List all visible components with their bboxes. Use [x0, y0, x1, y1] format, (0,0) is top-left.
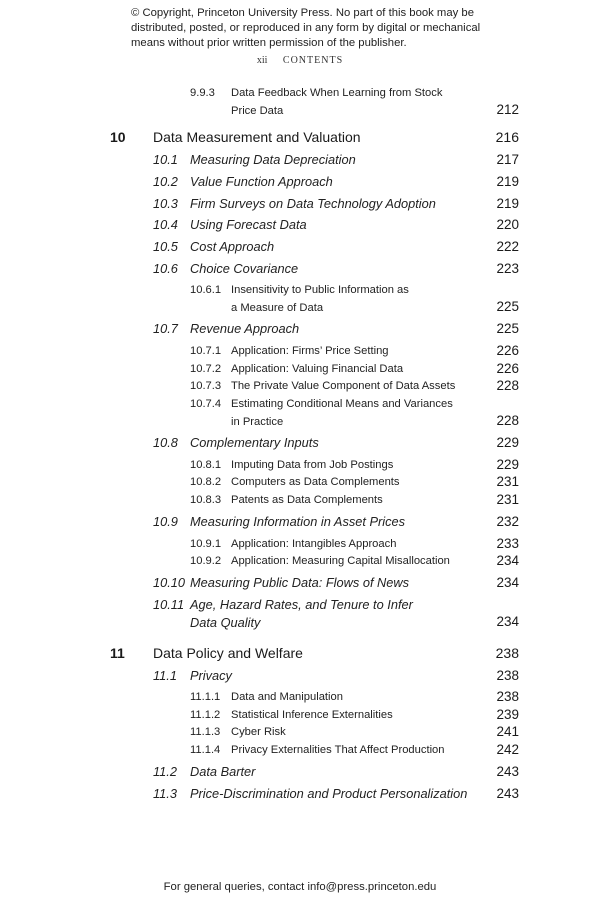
section-page: 219: [496, 174, 519, 189]
section-number: 11.1: [153, 668, 177, 683]
section-title: Age, Hazard Rates, and Tenure to Infer: [190, 597, 413, 612]
section-page: 219: [496, 196, 519, 211]
entry-number: 10.7.4: [190, 398, 222, 410]
section-page: 222: [496, 239, 519, 254]
section-page: 238: [496, 668, 519, 683]
entry-title: Patents as Data Complements: [231, 494, 383, 506]
section-page: 220: [496, 217, 519, 232]
section-page: 243: [496, 786, 519, 801]
section-number: 10.6: [153, 261, 178, 276]
entry-title-continued: Price Data: [231, 105, 284, 117]
section-title: Price-Discrimination and Product Personalization: [190, 786, 468, 801]
entry-number: 10.7.3: [190, 380, 222, 392]
section-title: Choice Covariance: [190, 261, 299, 276]
entry-page: 238: [496, 689, 519, 704]
section-number: 10.2: [153, 174, 178, 189]
entry-title: Imputing Data from Job Postings: [231, 459, 394, 471]
section-title: Data Barter: [190, 764, 256, 779]
section-number: 10.7: [153, 321, 178, 336]
section-title: Measuring Information in Asset Prices: [190, 514, 406, 529]
entry-number: 10.9.1: [190, 538, 222, 550]
entry-title-continued: a Measure of Data: [231, 302, 324, 314]
section-number: 10.5: [153, 239, 178, 254]
section-title: Privacy: [190, 668, 232, 683]
entry-number: 10.7.1: [190, 345, 222, 357]
entry-title: Estimating Conditional Means and Variances: [231, 398, 453, 410]
section-page: 225: [496, 321, 519, 336]
chapter-title: Data Policy and Welfare: [153, 645, 303, 661]
section-number: 11.3: [153, 786, 177, 801]
section-title-continued: Data Quality: [190, 615, 261, 630]
entry-page: 241: [496, 724, 519, 739]
entry-number: 10.6.1: [190, 284, 222, 296]
section-number: 10.3: [153, 196, 178, 211]
entry-number: 10.8.3: [190, 494, 222, 506]
section-title: Using Forecast Data: [190, 217, 307, 232]
entry-page: 228: [496, 413, 519, 428]
chapter-number: 11: [110, 645, 125, 661]
entry-number: 11.1.4: [190, 744, 221, 756]
chapter-title: Data Measurement and Valuation: [153, 129, 361, 145]
section-page: 217: [496, 152, 519, 167]
entry-number: 10.8.2: [190, 476, 222, 488]
entry-title: The Private Value Component of Data Assets: [231, 380, 456, 392]
entry-number: 11.1.2: [190, 709, 221, 721]
section-number: 10.9: [153, 514, 178, 529]
section-number: 10.4: [153, 217, 178, 232]
section-number: 10.10: [153, 575, 186, 590]
entry-page: 225: [496, 299, 519, 314]
section-title: Cost Approach: [190, 239, 275, 254]
entry-page: 231: [496, 474, 519, 489]
section-title: Firm Surveys on Data Technology Adoption: [190, 196, 436, 211]
copyright-notice: [131, 6, 491, 51]
entry-title: Data Feedback When Learning from Stock: [231, 87, 443, 99]
footer-contact: For general queries, contact info@press.princeton.edu: [163, 881, 437, 893]
entry-title: Application: Measuring Capital Misallocation: [231, 555, 450, 567]
entry-page: 229: [496, 457, 519, 472]
section-page: 232: [496, 514, 519, 529]
entry-page: 231: [496, 492, 519, 507]
chapter-page: 216: [495, 129, 519, 145]
entry-page: 234: [496, 553, 519, 568]
entry-number: 11.1.3: [190, 726, 221, 738]
entry-title: Application: Intangibles Approach: [231, 538, 397, 550]
section-page: 234: [496, 575, 519, 590]
entry-title: Privacy Externalities That Affect Production: [231, 744, 445, 756]
copyright-line: distributed, posted, or reproduced in any form by digital or mechanical: [131, 22, 481, 34]
section-number: 10.1: [153, 152, 178, 167]
entry-title: Application: Valuing Financial Data: [231, 363, 404, 375]
entry-title-continued: in Practice: [231, 416, 284, 428]
section-number: 11.2: [153, 764, 177, 779]
section-page: 229: [496, 435, 519, 450]
entry-number: 9.9.3: [190, 87, 215, 99]
entry-title: Data and Manipulation: [231, 691, 343, 703]
section-page: 243: [496, 764, 519, 779]
entry-number: 10.7.2: [190, 363, 222, 375]
entry-number: 11.1.1: [190, 691, 221, 703]
entry-page: 239: [496, 707, 519, 722]
section-title: Revenue Approach: [190, 321, 300, 336]
entry-title: Statistical Inference Externalities: [231, 709, 393, 721]
entry-title: Insensitivity to Public Information as: [231, 284, 409, 296]
section-title: Measuring Public Data: Flows of News: [190, 575, 410, 590]
entry-title: Computers as Data Complements: [231, 476, 400, 488]
running-head-label: CONTENTS: [282, 55, 344, 66]
entry-page: 212: [496, 102, 519, 117]
entry-page: 242: [496, 742, 519, 757]
section-page: 223: [496, 261, 519, 276]
section-title: Complementary Inputs: [190, 435, 319, 450]
section-number: 10.11: [153, 597, 185, 612]
entry-page: 228: [496, 378, 519, 393]
chapter-number: 10: [110, 129, 126, 145]
page-number: xii: [256, 55, 268, 66]
entry-number: 10.8.1: [190, 459, 222, 471]
section-page: 234: [496, 614, 519, 629]
entry-page: 233: [496, 536, 519, 551]
entry-title: Cyber Risk: [231, 726, 286, 738]
section-number: 10.8: [153, 435, 178, 450]
copyright-line: © Copyright, Princeton University Press. No part of this book may be: [131, 7, 474, 19]
entry-number: 10.9.2: [190, 555, 222, 567]
copyright-line: means without prior written permission of the publisher.: [131, 37, 407, 49]
running-head: [0, 55, 600, 66]
chapter-page: 238: [495, 645, 519, 661]
entry-page: 226: [496, 361, 519, 376]
section-title: Value Function Approach: [190, 174, 333, 189]
section-title: Measuring Data Depreciation: [190, 152, 356, 167]
entry-page: 226: [496, 343, 519, 358]
entry-title: Application: Firms’ Price Setting: [231, 345, 389, 357]
